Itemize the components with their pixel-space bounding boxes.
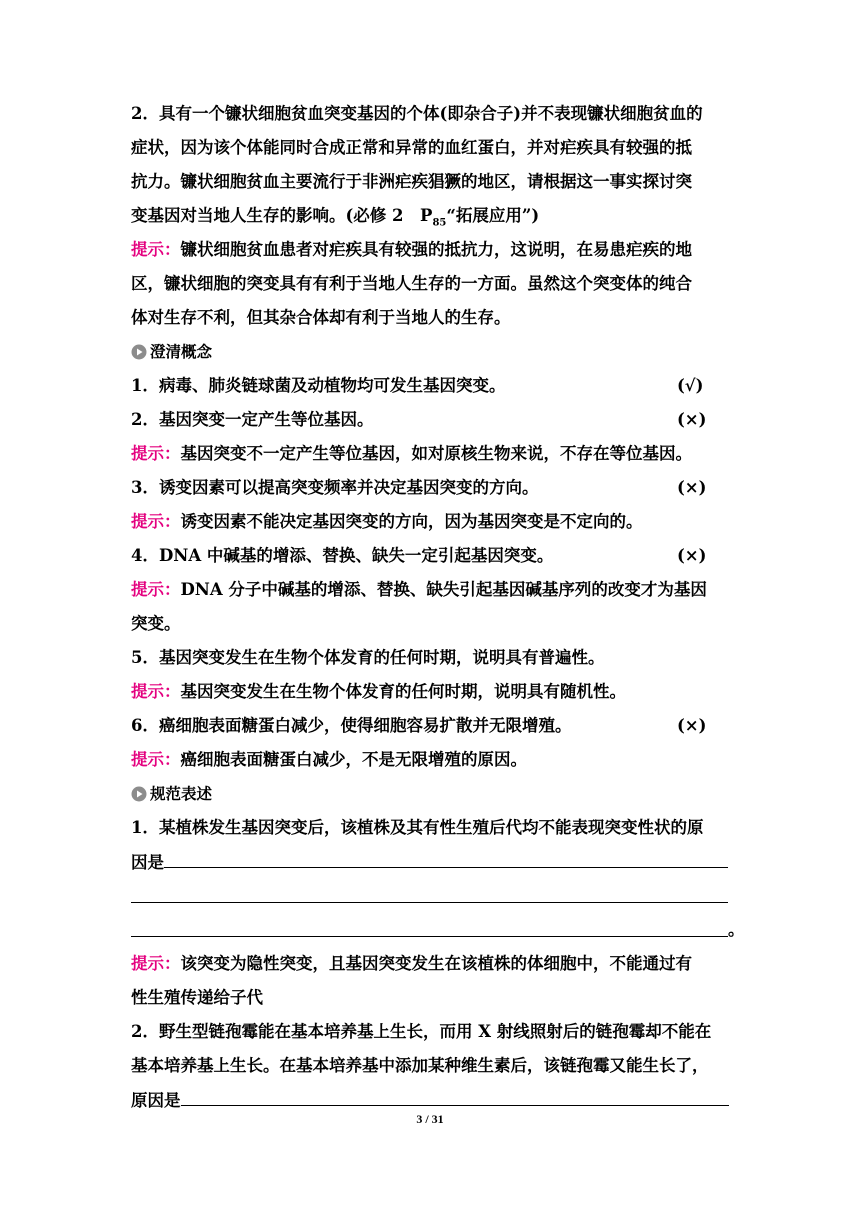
hint-line — [131, 437, 735, 471]
period-mark: 。 — [728, 920, 745, 939]
judgement-mark: (×) — [677, 478, 707, 497]
answer-line[interactable] — [131, 913, 745, 947]
hint-line: 区，镰状细胞的突变具有有利于当地人生存的一方面。虽然这个突变体的纯合 — [131, 274, 692, 293]
play-circle-icon — [131, 344, 147, 360]
hint-label: 提示： — [131, 954, 181, 973]
statement-line — [131, 369, 735, 403]
statement-line — [131, 403, 735, 437]
hint-line — [131, 233, 735, 267]
question-line: 症状，因为该个体能同时合成正常和异常的血红蛋白，并对疟疾具有较强的抵 — [131, 138, 692, 157]
hint-label: 提示： — [131, 240, 181, 259]
hint-line: 突变。 — [131, 614, 181, 633]
section-title: 规范表述 — [150, 784, 213, 803]
section-header-clarify-concepts — [131, 335, 735, 369]
judgement-mark: (×) — [677, 546, 707, 565]
answer-line[interactable] — [131, 879, 735, 913]
hint-label: 提示： — [131, 444, 181, 463]
question-text: 变基因对当地人生存的影响。(必修 2 P — [131, 206, 433, 225]
hint-line — [131, 573, 735, 607]
page-number: 3 / 31 — [416, 1112, 444, 1126]
statement-line — [131, 471, 735, 505]
content-column — [131, 97, 745, 1117]
question-text: 因是 — [131, 853, 164, 872]
judgement-mark: (×) — [677, 410, 707, 429]
question-line: 基本培养基上生长。在基本培养基中添加某种维生素后，该链孢霉又能生长了， — [131, 1056, 709, 1075]
judgement-mark: (√) — [677, 376, 704, 395]
hint-line — [131, 505, 735, 539]
statement-line — [131, 539, 735, 573]
hint-line: 体对生存不利，但其杂合体却有利于当地人的生存。 — [131, 308, 511, 327]
statement-text: 2．基因突变一定产生等位基因。 — [131, 410, 374, 429]
hint-text: 基因突变发生在生物个体发育的任何时期，说明具有随机性。 — [180, 682, 626, 701]
answer-blank[interactable] — [181, 1083, 729, 1106]
hint-text: 镰状细胞贫血患者对疟疾具有较强的抵抗力，这说明，在易患疟疾的地 — [180, 240, 692, 259]
section-header-standard-expression — [131, 777, 735, 811]
hint-text: 癌细胞表面糖蛋白减少，不是无限增殖的原因。 — [180, 750, 527, 769]
hint-text: 诱变因素不能决定基因突变的方向，因为基因突变是不定向的。 — [180, 512, 643, 531]
statement-line — [131, 641, 735, 675]
hint-label: 提示： — [131, 682, 181, 701]
statement-text: 4．DNA 中碱基的增添、替换、缺失一定引起基因突变。 — [131, 546, 554, 565]
hint-text: 该突变为隐性突变，且基因突变发生在该植株的体细胞中，不能通过有 — [180, 954, 692, 973]
section-title: 澄清概念 — [150, 342, 213, 361]
page-subscript: 85 — [432, 217, 447, 229]
statement-line — [131, 709, 735, 743]
question-line: 2．具有一个镰状细胞贫血突变基因的个体(即杂合子)并不表现镰状细胞贫血的 — [131, 104, 703, 123]
hint-line — [131, 675, 735, 709]
hint-label: 提示： — [131, 580, 181, 599]
question-line: 2．野生型链孢霉能在基本培养基上生长，而用 X 射线照射后的链孢霉却不能在 — [131, 1022, 712, 1041]
statement-text: 5．基因突变发生在生物个体发育的任何时期，说明具有普遍性。 — [131, 648, 605, 667]
hint-text: DNA 分子中碱基的增添、替换、缺失引起基因碱基序列的改变才为基因 — [180, 580, 707, 599]
hint-text: 基因突变不一定产生等位基因，如对原核生物来说，不存在等位基因。 — [180, 444, 692, 463]
judgement-mark: (×) — [677, 716, 707, 735]
answer-blank[interactable] — [164, 845, 728, 868]
question-line — [131, 199, 735, 233]
statement-text: 1．病毒、肺炎链球菌及动植物均可发生基因突变。 — [131, 376, 506, 395]
hint-line: 性生殖传递给子代 — [131, 988, 263, 1007]
hint-label: 提示： — [131, 512, 181, 531]
question-text: “拓展应用”) — [446, 206, 540, 225]
hint-label: 提示： — [131, 750, 181, 769]
question-line: 1．某植株发生基因突变后，该植株及其有性生殖后代均不能表现突变性状的原 — [131, 818, 704, 837]
hint-line — [131, 743, 735, 777]
play-circle-icon — [131, 786, 147, 802]
statement-text: 3．诱变因素可以提高突变频率并决定基因突变的方向。 — [131, 478, 539, 497]
question-line — [131, 845, 735, 879]
statement-text: 6．癌细胞表面糖蛋白减少，使得细胞容易扩散并无限增殖。 — [131, 716, 572, 735]
question-text: 原因是 — [131, 1091, 181, 1110]
question-line: 抗力。镰状细胞贫血主要流行于非洲疟疾猖獗的地区，请根据这一事实探讨突 — [131, 172, 692, 191]
hint-line — [131, 947, 735, 981]
